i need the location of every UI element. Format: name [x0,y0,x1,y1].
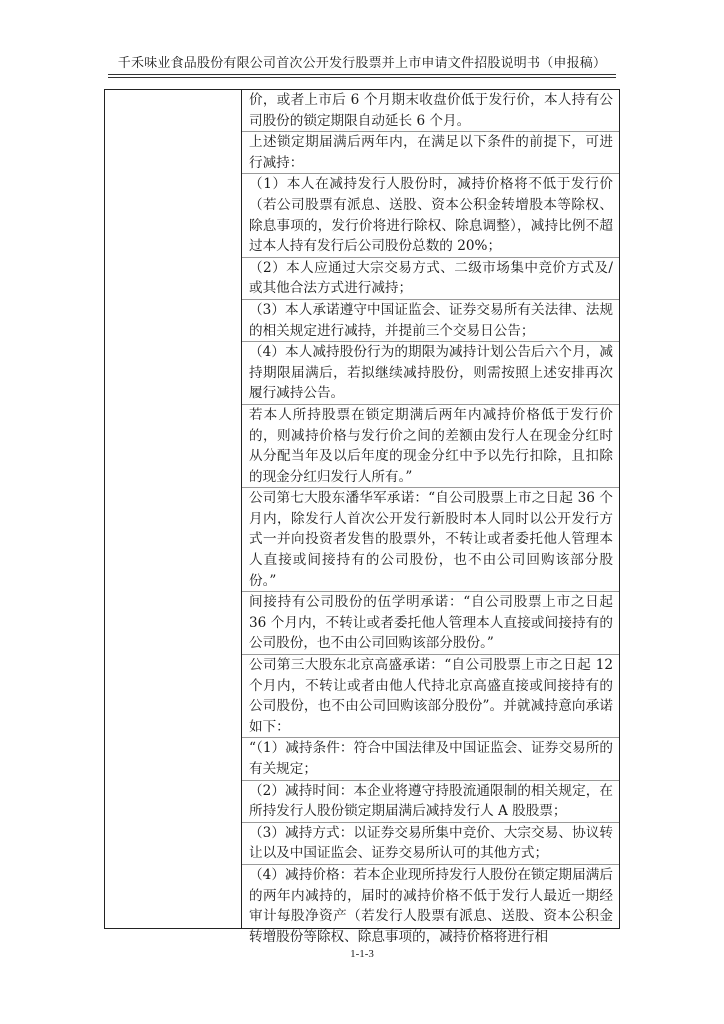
paragraph: （2）本人应通过大宗交易方式、二级市场集中竞价方式及/或其他合法方式进行减持； [242,258,619,300]
header-rule-thick [108,74,616,75]
table-content-column [242,90,619,945]
header-rule-thin [108,77,616,78]
paragraph: 公司第三大股东北京高盛承诺：“自公司股票上市之日起 12 个月内，不转让或者由他人代持北京高盛直接或间接持有的公司股份，也不由公司回购该部分股份”。并就减持意向承诺如下： [242,655,619,738]
paragraph: （4）本人减持股份行为的期限为减持计划公告后六个月，减持期限届满后，若拟继续减持股份，则需按照上述安排再次履行减持公告。 [242,342,619,405]
paragraph: 价，或者上市后 6 个月期末收盘价低于发行价，本人持有公司股份的锁定期限自动延长 6 个月。 [242,90,619,132]
table-label-column [105,90,242,928]
commitment-table [104,89,620,945]
paragraph: （3）减持方式：以证券交易所集中竞价、大宗交易、协议转让以及中国证监会、证券交易所认可的其他方式； [242,823,619,865]
paragraph: 上述锁定期届满后两年内，在满足以下条件的前提下，可进行减持： [242,132,619,174]
paragraph: （3）本人承诺遵守中国证监会、证券交易所有关法律、法规的相关规定进行减持，并提前三个交易日公告； [242,300,619,342]
paragraph: 若本人所持股票在锁定期满后两年内减持价格低于发行价的，则减持价格与发行价之间的差额由发行人在现金分红时从分配当年及以后年度的现金分红中予以先行扣除，且扣除的现金分红归发行人所有。” [242,405,619,488]
paragraph: “（1）减持条件：符合中国法律及中国证监会、证券交易所的有关规定； [242,738,619,780]
paragraph: （4）减持价格：若本企业现所持发行人股份在锁定期届满后的两年内减持的，届时的减持价格不低于发行人最近一期经审计每股净资产（若发行人股票有派息、送股、资本公积金转增股份等除权、除息事项的，减持价格将进行相 [249,866,613,945]
paragraph: （2）减持时间：本企业将遵守持股流通限制的相关规定，在所持发行人股份锁定期届满后减持发行人 A 股股票； [242,781,619,823]
document-header: 千禾味业食品股份有限公司首次公开发行股票并上市申请文件招股说明书（申报稿） [117,56,607,71]
paragraph: 公司第七大股东潘华军承诺：“自公司股票上市之日起 36 个月内，除发行人首次公开发行新股时本人同时以公开发行方式一并向投资者发售的股票外，不转让或者委托他人管理本人直接或间接持有的公司股份，也不由公司回购该部分股份。” [242,488,619,592]
paragraph: （1）本人在减持发行人股份时，减持价格将不低于发行价（若公司股票有派息、送股、资本公积金转增股本等除权、除息事项的，发行价将进行除权、除息调整），减持比例不超过本人持有发行后公司股份总数的 20%； [242,174,619,257]
page-number: 1-1-3 [350,948,374,960]
paragraph: 间接持有公司股份的伍学明承诺：“自公司股票上市之日起 36 个月内，不转让或者委托他人管理本人直接或间接持有的公司股份，也不由公司回购该部分股份。” [242,592,619,655]
